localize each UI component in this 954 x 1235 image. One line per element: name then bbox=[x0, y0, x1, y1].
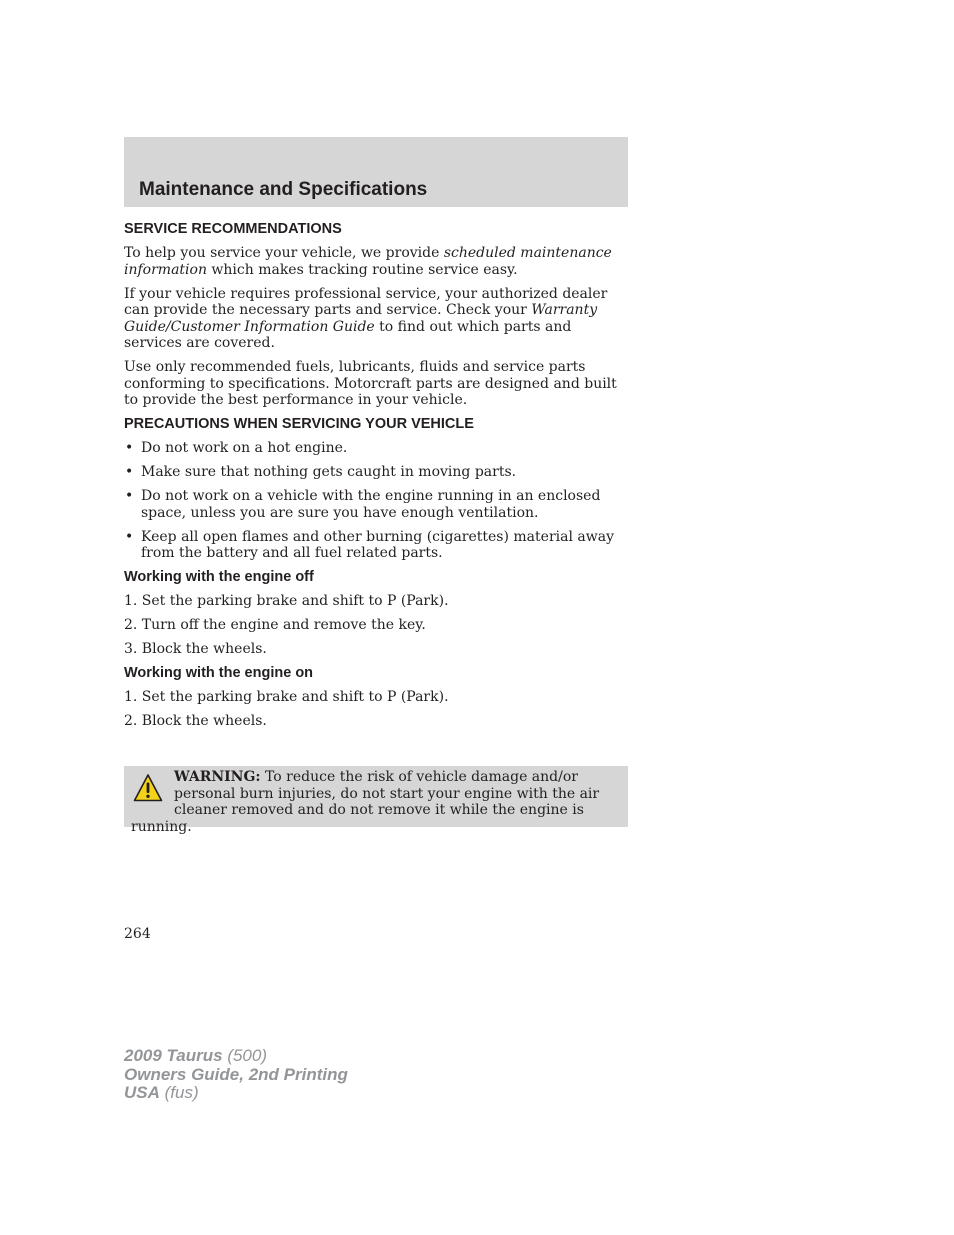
emphasis-text: Warranty Guide/Customer Information Guide bbox=[124, 302, 598, 335]
service-recommendations-heading: SERVICE RECOMMENDATIONS bbox=[124, 221, 342, 237]
warning-box bbox=[124, 766, 628, 835]
footer-line-1 bbox=[124, 1047, 348, 1066]
list-item: 1. Set the parking brake and shift to P (Park). bbox=[124, 593, 449, 609]
engine-on-heading: Working with the engine on bbox=[124, 665, 314, 681]
footer-line-3 bbox=[124, 1084, 348, 1103]
footer-line-2 bbox=[124, 1066, 348, 1085]
precautions-heading: PRECAUTIONS WHEN SERVICING YOUR VEHICLE bbox=[124, 416, 474, 432]
text-run: To help you service your vehicle, we provide bbox=[124, 245, 444, 261]
section-title: Maintenance and Specifications bbox=[139, 179, 428, 200]
service-paragraph-3: Use only recommended fuels, lubricants, fluids and service parts conforming to specifications. Motorcraft parts are designed and built to provide the best performance in your vehicle. bbox=[124, 359, 617, 408]
page-number: 264 bbox=[124, 926, 151, 942]
bullet-glyph: • bbox=[125, 528, 134, 545]
engine-off-steps bbox=[124, 593, 628, 658]
bullet-glyph: • bbox=[125, 440, 134, 456]
warning-text: To reduce the risk of vehicle damage and/or personal burn injuries, do not start your engine with the air cleaner removed and do not remove it while the engine is running. bbox=[131, 769, 600, 835]
list-item: 2. Block the wheels. bbox=[124, 713, 267, 729]
list-item bbox=[124, 488, 628, 521]
list-item bbox=[124, 464, 628, 481]
footer-market-code: (fus) bbox=[159, 1083, 199, 1102]
list-item bbox=[124, 440, 628, 457]
emphasis-text: scheduled maintenance information bbox=[124, 245, 612, 278]
list-item-text: Do not work on a hot engine. bbox=[141, 440, 348, 456]
bullet-glyph: • bbox=[125, 488, 134, 504]
list-item: 2. Turn off the engine and remove the key. bbox=[124, 617, 426, 633]
list-item-text: Do not work on a vehicle with the engine running in an enclosed space, unless you are sure you have enough ventilation. bbox=[141, 488, 601, 521]
footer-model-code: (500) bbox=[222, 1046, 268, 1065]
footer-market: USA bbox=[124, 1083, 160, 1102]
text-run: to find out which parts and services are covered. bbox=[124, 318, 572, 351]
section-header-band bbox=[124, 137, 628, 207]
text-run: If your vehicle requires professional service, your authorized dealer can provide the necessary parts and service. Check your bbox=[124, 285, 608, 318]
text-run: which makes tracking routine service easy. bbox=[206, 261, 518, 278]
warning-triangle-icon bbox=[133, 773, 163, 803]
engine-off-heading: Working with the engine off bbox=[124, 569, 314, 585]
list-item: 1. Set the parking brake and shift to P (Park). bbox=[124, 689, 449, 705]
service-paragraph-1 bbox=[124, 245, 628, 278]
list-item-text: Keep all open flames and other burning (cigarettes) material away from the battery and all fuel related parts. bbox=[141, 528, 614, 561]
list-item: 3. Block the wheels. bbox=[124, 641, 267, 657]
precautions-list bbox=[124, 440, 628, 562]
footer-edition: Owners Guide, 2nd Printing bbox=[124, 1064, 348, 1084]
page-content bbox=[124, 221, 628, 737]
document-footer bbox=[124, 1047, 348, 1103]
footer-model: 2009 Taurus bbox=[124, 1046, 223, 1065]
warning-label: WARNING: bbox=[174, 769, 261, 785]
engine-on-steps bbox=[124, 689, 628, 730]
list-item bbox=[124, 529, 628, 562]
service-paragraph-2 bbox=[124, 286, 628, 352]
bullet-glyph: • bbox=[125, 464, 134, 480]
list-item-text: Make sure that nothing gets caught in moving parts. bbox=[141, 464, 517, 480]
